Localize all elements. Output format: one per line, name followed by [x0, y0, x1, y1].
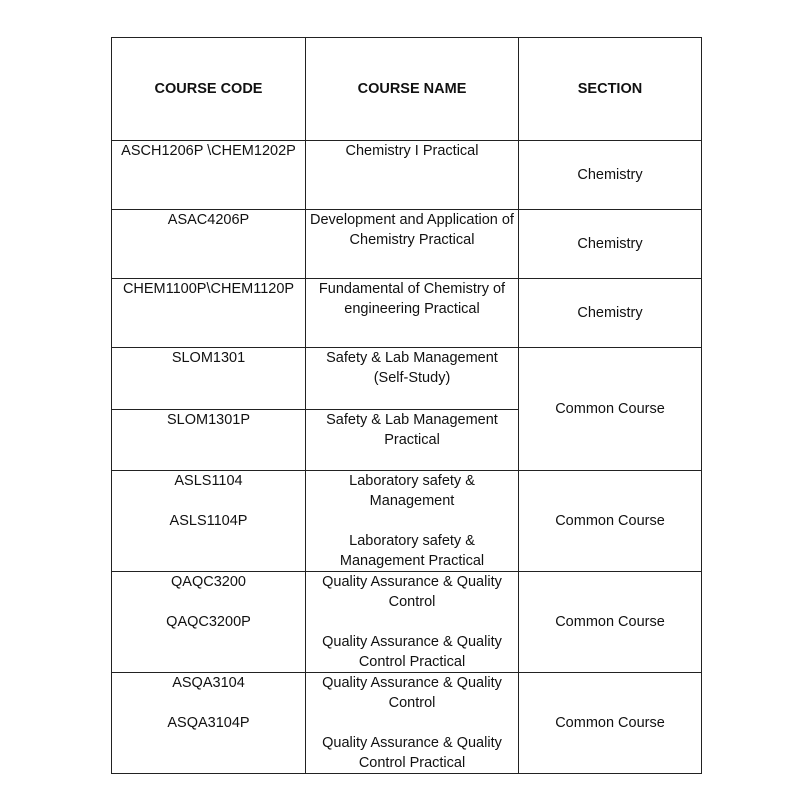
- section-label: Chemistry: [577, 236, 643, 252]
- section-label: Chemistry: [577, 305, 643, 321]
- course-code: ASLS1104: [174, 473, 243, 489]
- course-code-cell: [112, 572, 306, 673]
- course-name: Quality Assurance & Quality Control Practical: [322, 735, 502, 771]
- course-name: Quality Assurance & Quality Control: [322, 574, 502, 610]
- course-code-cell: [112, 471, 306, 572]
- table-row: [112, 673, 702, 774]
- section-label: Common Course: [555, 614, 665, 630]
- course-code: ASAC4206P: [167, 212, 250, 228]
- course-name-cell: [306, 572, 519, 673]
- section-label: Chemistry: [577, 167, 643, 183]
- course-name: Quality Assurance & Quality Control: [322, 675, 502, 711]
- course-name-cell: [306, 210, 519, 279]
- course-name: Safety & Lab Management Practical: [326, 412, 498, 448]
- course-code: SLOM1301: [171, 350, 246, 366]
- course-name-cell: [306, 348, 519, 410]
- course-name: Chemistry I Practical: [345, 143, 479, 159]
- header-course-code: COURSE CODE: [112, 38, 306, 141]
- table-row: [112, 141, 702, 210]
- course-name-cell: [306, 471, 519, 572]
- table-header-row: [112, 38, 702, 141]
- section-label: Common Course: [555, 715, 665, 731]
- header-section: SECTION: [519, 38, 702, 141]
- course-name: Laboratory safety & Management Practical: [339, 533, 485, 569]
- section-cell: [519, 141, 702, 210]
- section-cell: [519, 572, 702, 673]
- course-code: ASLS1104P: [169, 513, 248, 529]
- course-code: QAQC3200: [171, 574, 246, 590]
- table-row: [112, 210, 702, 279]
- course-name: Fundamental of Chemistry of engineering Practical: [318, 281, 506, 317]
- table-row: [112, 279, 702, 348]
- section-label: Common Course: [555, 401, 665, 417]
- course-code-cell: [112, 279, 306, 348]
- course-name-cell: [306, 141, 519, 210]
- course-code: CHEM1100P\CHEM1120P: [122, 281, 295, 297]
- section-label: Common Course: [555, 513, 665, 529]
- section-cell: [519, 673, 702, 774]
- course-code: QAQC3200P: [166, 614, 251, 630]
- table-row: [112, 348, 702, 410]
- course-code-cell: [112, 141, 306, 210]
- course-name: Development and Application of Chemistry Practical: [310, 212, 514, 248]
- course-code-cell: [112, 673, 306, 774]
- course-name-cell: [306, 410, 519, 471]
- section-cell: [519, 471, 702, 572]
- course-code-cell: [112, 410, 306, 471]
- section-cell: [519, 279, 702, 348]
- course-code: ASQA3104P: [167, 715, 250, 731]
- table-row: [112, 471, 702, 572]
- section-cell: [519, 348, 702, 471]
- course-code-cell: [112, 210, 306, 279]
- course-table: [111, 37, 702, 774]
- course-code: ASCH1206P \CHEM1202P: [121, 143, 296, 159]
- header-course-name: COURSE NAME: [306, 38, 519, 141]
- course-name-cell: [306, 279, 519, 348]
- course-name-cell: [306, 673, 519, 774]
- course-code-cell: [112, 348, 306, 410]
- course-code: SLOM1301P: [166, 412, 251, 428]
- course-code: ASQA3104: [172, 675, 245, 691]
- course-name: Safety & Lab Management (Self-Study): [326, 350, 498, 386]
- course-name: Laboratory safety & Management: [349, 473, 475, 509]
- table-row: [112, 572, 702, 673]
- course-name: Quality Assurance & Quality Control Practical: [322, 634, 502, 670]
- section-cell: [519, 210, 702, 279]
